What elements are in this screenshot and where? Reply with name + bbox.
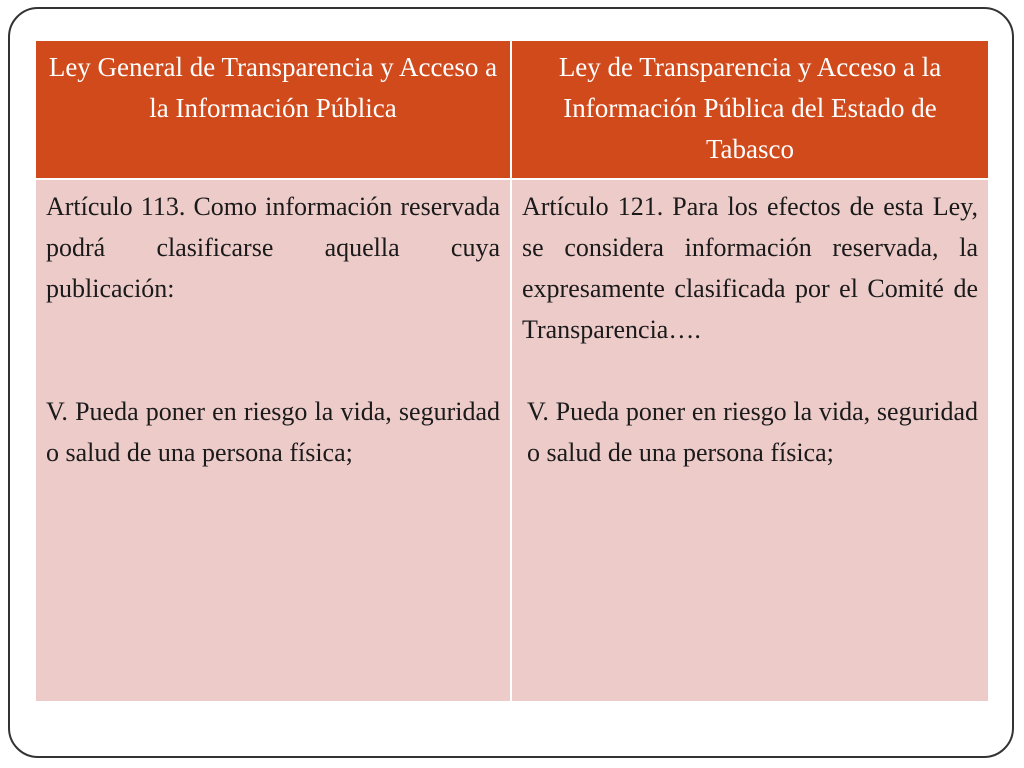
cell-tabasco-law	[511, 179, 988, 701]
cell-general-law	[36, 179, 511, 701]
tabasco-article-121: Artículo 121. Para los efectos de esta Ley, se considera información reservada, la expresamente clasificada por el Comité de Transparencia….	[522, 192, 978, 344]
body-row	[36, 179, 988, 701]
header-tabasco-law: Ley de Transparencia y Acceso a la Información Pública del Estado de Tabasco	[511, 41, 988, 179]
spacer	[522, 350, 978, 391]
general-fraction-v: V. Pueda poner en riesgo la vida, seguridad o salud de una persona física;	[46, 397, 500, 467]
comparison-table	[36, 41, 988, 701]
tabasco-fraction-v: V. Pueda poner en riesgo la vida, seguridad o salud de una persona física;	[527, 397, 978, 467]
header-row	[36, 41, 988, 179]
spacer	[46, 309, 500, 391]
general-article-113: Artículo 113. Como información reservada podrá clasificarse aquella cuya publicación:	[46, 192, 500, 303]
header-general-law: Ley General de Transparencia y Acceso a la Información Pública	[36, 41, 511, 179]
